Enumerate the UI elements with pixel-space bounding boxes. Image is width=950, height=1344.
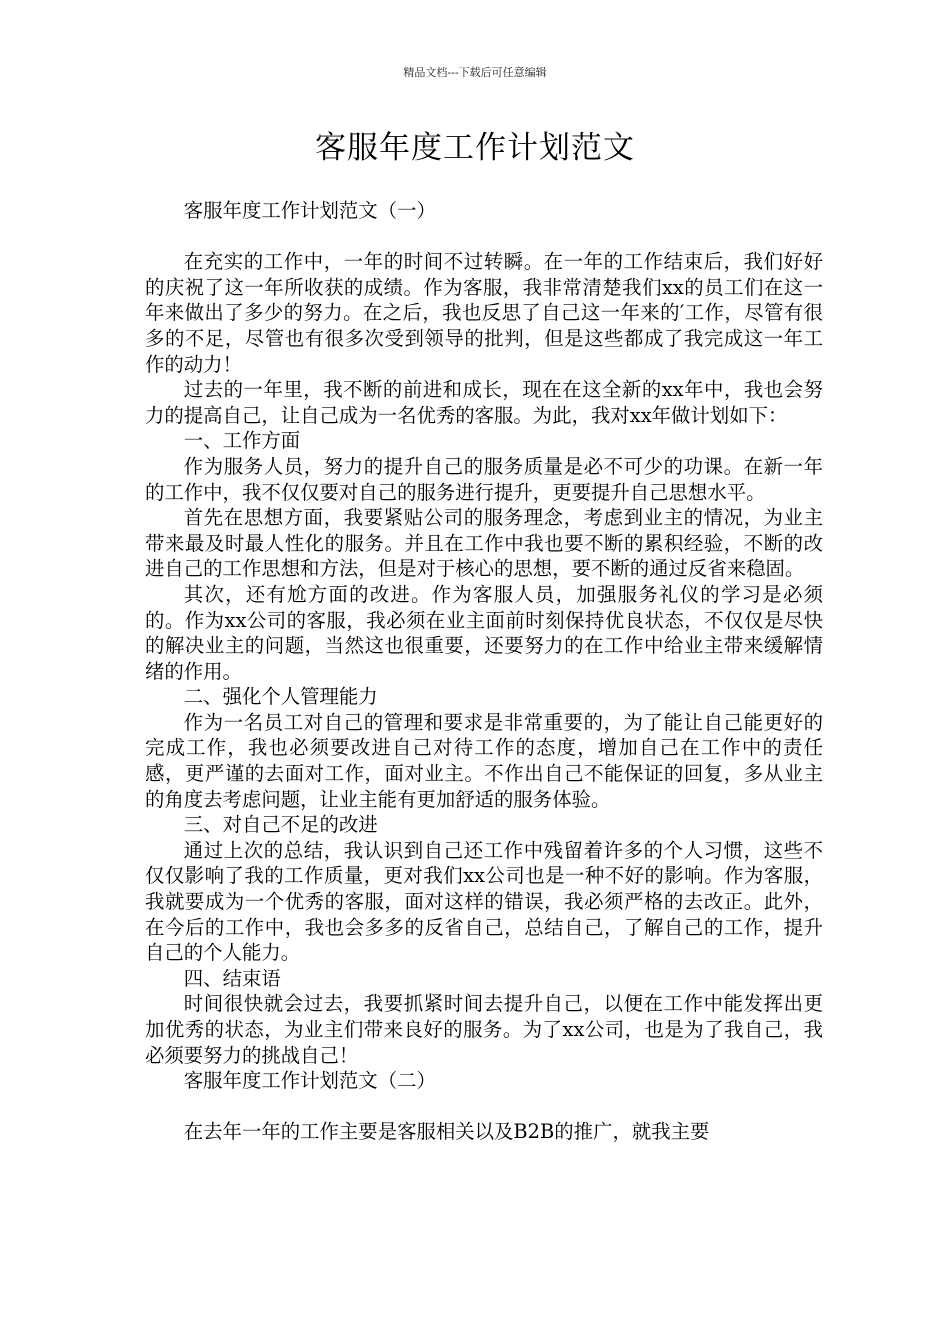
subheading-management: 二、强化个人管理能力 [183, 685, 378, 709]
paragraph: 在充实的工作中，一年的时间不过转瞬。在一年的工作结束后，我们好好的庆祝了这一年所收获的成绩。作为客服，我非常清楚我们xx的员工们在这一年来做出了多少的努力。在之后，我也反思了自己这一年来的′工作，尽管有很多的不足，尽管也有很多次受到领导的批判，但是这些都成了我完成这一年工作的动力！ [145, 250, 823, 376]
subheading-improvement: 三、对自己不足的改进 [183, 813, 378, 837]
paragraph: 其次，还有尬方面的改进。作为客服人员，加强服务礼仪的学习是必须的。作为xx公司的客服，我必须在业主面前时刻保持优良状态，不仅仅是尽快的解决业主的问题，当然这也很重要，还要努力的在工作中给业主带来缓解情绪的作用。 [145, 582, 823, 683]
paragraph: 过去的一年里，我不断的前进和成长，现在在这全新的xx年中，我也会努力的提高自己，让自己成为一名优秀的客服。为此，我对xx年做计划如下： [145, 378, 823, 427]
page-header: 精品文档---下载后可任意编辑 [403, 66, 547, 79]
document-body [145, 198, 823, 1145]
subheading-conclusion: 四、结束语 [183, 966, 281, 990]
section-heading-1: 客服年度工作计划范文（一） [183, 199, 436, 222]
section-heading-2: 客服年度工作计划范文（二） [183, 1069, 436, 1093]
paragraph: 作为服务人员，努力的提升自己的服务质量是必不可少的功课。在新一年的工作中，我不仅仅要对自己的服务进行提升，更要提升自己思想水平。 [145, 454, 823, 504]
paragraph: 通过上次的总结，我认识到自己还工作中残留着许多的个人习惯，这些不仅仅影响了我的工作质量，更对我们xx公司也是一种不好的影响。作为客服，我就要成为一个优秀的客服，面对这样的错误，我必须严格的去改正。此外，在今后的工作中，我也会多多的反省自己，总结自己，了解自己的工作，提升自己的个人能力。 [145, 838, 823, 965]
paragraph: 作为一名员工对自己的管理和要求是非常重要的，为了能让自己能更好的完成工作，我也必须要改进自己对待工作的态度，增加自己在工作中的责任感，更严谨的去面对工作，面对业主。不作出自己不能保证的回复，多从业主的角度去考虑问题，让业主能有更加舒适的服务体验。 [145, 710, 823, 811]
paragraph: 时间很快就会过去，我要抓紧时间去提升自己，以便在工作中能发挥出更加优秀的状态，为业主们带来良好的服务。为了xx公司，也是为了我自己，我必须要努力的挑战自己！ [145, 992, 823, 1067]
document-title: 客服年度工作计划范文 [315, 130, 635, 166]
subheading-work: 一、工作方面 [183, 429, 301, 453]
paragraph: 首先在思想方面，我要紧贴公司的服务理念，考虑到业主的情况，为业主带来最及时最人性化的服务。并且在工作中我也要不断的累积经验，不断的改进自己的工作思想和方法，但是对于核心的思想，要不断的通过反省来稳固。 [145, 506, 823, 581]
paragraph: 在去年一年的工作主要是客服相关以及B2B的推广，就我主要 [183, 1120, 710, 1144]
